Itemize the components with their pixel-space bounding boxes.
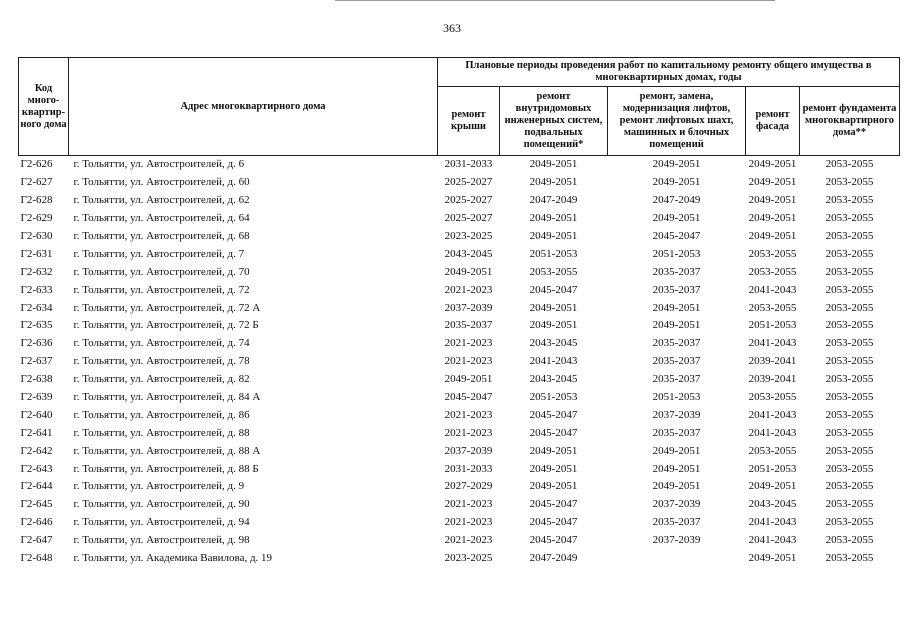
cell-roof: 2037-2039: [444, 301, 493, 314]
cell-systems: 2047-2049: [529, 194, 578, 207]
cell-address: г. Тольятти, ул. Автостроителей, д. 64: [73, 212, 250, 225]
cell-systems: 2049-2051: [529, 444, 578, 457]
table-row: [19, 442, 900, 460]
cell-foundation: 2053-2055: [825, 426, 874, 439]
cell-foundation: 2053-2055: [825, 212, 874, 225]
cell-elevators: 2049-2051: [652, 176, 701, 189]
cell-facade: 2051-2053: [748, 319, 797, 332]
cell-elevators: 2037-2039: [652, 498, 701, 511]
top-rule: [335, 0, 775, 1]
cell-foundation: 2053-2055: [825, 391, 874, 404]
table-row: [19, 192, 900, 210]
cell-elevators: 2035-2037: [652, 337, 701, 350]
cell-address: г. Тольятти, ул. Автостроителей, д. 82: [73, 373, 250, 386]
cell-code: Г2-639: [20, 391, 53, 404]
cell-roof: 2045-2047: [444, 391, 493, 404]
cell-code: Г2-638: [20, 373, 53, 386]
cell-roof: 2031-2033: [444, 158, 493, 171]
cell-facade: 2049-2051: [748, 552, 797, 565]
cell-foundation: 2053-2055: [825, 498, 874, 511]
table-row: [19, 335, 900, 353]
cell-code: Г2-643: [20, 462, 53, 475]
table-row: [19, 514, 900, 532]
table-row: [19, 406, 900, 424]
cell-systems: 2049-2051: [529, 176, 578, 189]
cell-code: Г2-647: [20, 534, 53, 547]
header-facade: ремонт фасада: [746, 87, 800, 156]
cell-foundation: 2053-2055: [825, 552, 874, 565]
cell-foundation: 2053-2055: [825, 516, 874, 529]
cell-elevators: 2035-2037: [652, 283, 701, 296]
cell-code: Г2-646: [20, 516, 53, 529]
cell-facade: 2053-2055: [748, 444, 797, 457]
cell-elevators: 2049-2051: [652, 301, 701, 314]
cell-systems: 2051-2053: [529, 391, 578, 404]
cell-systems: 2049-2051: [529, 212, 578, 225]
cell-code: Г2-626: [20, 158, 53, 171]
cell-facade: 2041-2043: [748, 516, 797, 529]
cell-systems: 2045-2047: [529, 516, 578, 529]
table-row: [19, 532, 900, 550]
cell-systems: 2041-2043: [529, 355, 578, 368]
cell-foundation: 2053-2055: [825, 373, 874, 386]
table-row: [19, 317, 900, 335]
cell-elevators: 2049-2051: [652, 212, 701, 225]
table-row: [19, 478, 900, 496]
cell-elevators: 2035-2037: [652, 355, 701, 368]
cell-elevators: 2035-2037: [652, 265, 701, 278]
cell-address: г. Тольятти, ул. Автостроителей, д. 78: [73, 355, 250, 368]
cell-roof: 2021-2023: [444, 426, 493, 439]
cell-foundation: 2053-2055: [825, 247, 874, 260]
cell-facade: 2039-2041: [748, 373, 797, 386]
table-row: [19, 371, 900, 389]
cell-address: г. Тольятти, ул. Автостроителей, д. 7: [73, 247, 245, 260]
cell-code: Г2-632: [20, 265, 53, 278]
table-row: [19, 210, 900, 228]
table-row: [19, 389, 900, 407]
cell-elevators: 2045-2047: [652, 230, 701, 242]
cell-address: г. Тольятти, ул. Автостроителей, д. 74: [73, 337, 250, 350]
cell-roof: 2021-2023: [444, 498, 493, 511]
cell-roof: 2049-2051: [444, 265, 493, 278]
cell-elevators: 2049-2051: [652, 319, 701, 332]
cell-roof: 2021-2023: [444, 337, 493, 350]
cell-foundation: 2053-2055: [825, 355, 874, 368]
cell-elevators: 2037-2039: [652, 408, 701, 421]
header-address: Адрес многоквартирного дома: [69, 58, 438, 156]
cell-facade: 2053-2055: [748, 391, 797, 404]
cell-roof: 2021-2023: [444, 355, 493, 368]
cell-systems: 2049-2051: [529, 230, 578, 242]
cell-systems: 2053-2055: [529, 265, 578, 278]
cell-code: Г2-648: [20, 552, 53, 565]
cell-foundation: 2053-2055: [825, 534, 874, 547]
table-row: [19, 496, 900, 514]
cell-code: Г2-630: [20, 230, 53, 242]
cell-elevators: 2049-2051: [652, 462, 701, 475]
cell-code: Г2-635: [20, 319, 53, 332]
cell-systems: 2051-2053: [529, 247, 578, 260]
cell-code: Г2-627: [20, 176, 53, 189]
cell-roof: 2025-2027: [444, 212, 493, 225]
cell-address: г. Тольятти, ул. Автостроителей, д. 90: [73, 498, 250, 511]
cell-facade: 2049-2051: [748, 194, 797, 207]
cell-systems: 2045-2047: [529, 283, 578, 296]
cell-systems: 2049-2051: [529, 480, 578, 493]
cell-facade: 2041-2043: [748, 426, 797, 439]
cell-foundation: 2053-2055: [825, 194, 874, 207]
cell-foundation: 2053-2055: [825, 480, 874, 493]
cell-address: г. Тольятти, ул. Автостроителей, д. 88 Б: [73, 462, 259, 475]
cell-elevators: [608, 550, 746, 568]
cell-systems: 2049-2051: [529, 158, 578, 171]
cell-facade: 2053-2055: [748, 265, 797, 278]
cell-code: Г2-645: [20, 498, 53, 511]
cell-address: г. Тольятти, ул. Автостроителей, д. 60: [73, 176, 250, 189]
cell-roof: 2025-2027: [444, 176, 493, 189]
table-row: [19, 460, 900, 478]
cell-address: г. Тольятти, ул. Автостроителей, д. 88 А: [73, 444, 261, 457]
cell-roof: 2021-2023: [444, 408, 493, 421]
table-row: [19, 156, 900, 174]
cell-foundation: 2053-2055: [825, 301, 874, 314]
cell-facade: 2049-2051: [748, 176, 797, 189]
header-roof: ремонт крыши: [438, 87, 500, 156]
cell-facade: 2049-2051: [748, 480, 797, 493]
repair-schedule-table: [18, 57, 900, 567]
cell-address: г. Тольятти, ул. Автостроителей, д. 70: [73, 265, 250, 278]
cell-elevators: 2049-2051: [652, 480, 701, 493]
cell-facade: 2053-2055: [748, 247, 797, 260]
cell-systems: 2043-2045: [529, 337, 578, 350]
cell-roof: 2021-2023: [444, 534, 493, 547]
cell-facade: 2041-2043: [748, 337, 797, 350]
cell-systems: 2045-2047: [529, 426, 578, 439]
cell-roof: 2023-2025: [444, 230, 493, 242]
header-systems: ремонт внутридомовых инженерных систем, подвальных помещений*: [500, 87, 608, 156]
cell-code: Г2-642: [20, 444, 53, 457]
cell-roof: 2043-2045: [444, 247, 493, 260]
cell-roof: 2037-2039: [444, 444, 493, 457]
cell-roof: 2035-2037: [444, 319, 493, 332]
cell-address: г. Тольятти, ул. Автостроителей, д. 86: [73, 408, 250, 421]
table-body: [19, 156, 900, 568]
cell-facade: 2039-2041: [748, 355, 797, 368]
cell-elevators: 2049-2051: [652, 444, 701, 457]
cell-foundation: 2053-2055: [825, 319, 874, 332]
cell-systems: 2047-2049: [529, 552, 578, 565]
cell-facade: 2049-2051: [748, 158, 797, 171]
cell-foundation: 2053-2055: [825, 230, 874, 242]
header-periods-group: Плановые периоды проведения работ по капитальному ремонту общего имущества в многоквартирных домах, годы: [438, 58, 900, 87]
cell-roof: 2021-2023: [444, 516, 493, 529]
cell-roof: 2023-2025: [444, 552, 493, 565]
table-row: [19, 281, 900, 299]
cell-address: г. Тольятти, ул. Автостроителей, д. 72 А: [73, 301, 261, 314]
cell-facade: 2051-2053: [748, 462, 797, 475]
cell-roof: 2049-2051: [444, 373, 493, 386]
cell-code: Г2-637: [20, 355, 53, 368]
cell-address: г. Тольятти, ул. Автостроителей, д. 9: [73, 480, 245, 493]
table-row: [19, 550, 900, 568]
cell-foundation: 2053-2055: [825, 337, 874, 350]
cell-code: Г2-641: [20, 426, 53, 439]
cell-elevators: 2037-2039: [652, 534, 701, 547]
table-row: [19, 353, 900, 371]
cell-foundation: 2053-2055: [825, 283, 874, 296]
cell-facade: 2041-2043: [748, 534, 797, 547]
cell-systems: 2045-2047: [529, 408, 578, 421]
cell-code: Г2-634: [20, 301, 53, 314]
cell-code: Г2-644: [20, 480, 53, 493]
cell-address: г. Тольятти, ул. Автостроителей, д. 88: [73, 426, 250, 439]
cell-foundation: 2053-2055: [825, 462, 874, 475]
cell-facade: 2041-2043: [748, 408, 797, 421]
table-row: [19, 174, 900, 192]
table-row: [19, 245, 900, 263]
page-number: 363: [443, 21, 461, 35]
cell-facade: 2049-2051: [748, 212, 797, 225]
cell-facade: 2041-2043: [748, 283, 797, 296]
cell-code: Г2-640: [20, 408, 53, 421]
cell-address: г. Тольятти, ул. Академика Вавилова, д. 19: [73, 552, 273, 565]
table-row: [19, 263, 900, 281]
cell-facade: 2043-2045: [748, 498, 797, 511]
cell-foundation: 2053-2055: [825, 158, 874, 171]
cell-address: г. Тольятти, ул. Автостроителей, д. 72 Б: [73, 319, 259, 332]
cell-address: г. Тольятти, ул. Автостроителей, д. 98: [73, 534, 250, 547]
table-header: [19, 58, 900, 156]
repair-schedule-table-wrap: [18, 57, 899, 567]
header-foundation: ремонт фундамента многоквартирного дома**: [800, 87, 900, 156]
cell-code: Г2-633: [20, 283, 53, 296]
header-elevators: ремонт, замена, модернизация лифтов, ремонт лифтовых шахт, машинных и блочных помещений: [608, 87, 746, 156]
cell-roof: 2027-2029: [444, 480, 493, 493]
cell-code: Г2-636: [20, 337, 53, 350]
cell-foundation: 2053-2055: [825, 408, 874, 421]
cell-facade: 2053-2055: [748, 301, 797, 314]
cell-systems: 2049-2051: [529, 319, 578, 332]
cell-elevators: 2047-2049: [652, 194, 701, 207]
cell-roof: 2031-2033: [444, 462, 493, 475]
cell-roof: 2021-2023: [444, 283, 493, 296]
cell-systems: 2045-2047: [529, 498, 578, 511]
cell-roof: 2025-2027: [444, 194, 493, 207]
cell-code: Г2-628: [20, 194, 53, 207]
cell-address: г. Тольятти, ул. Автостроителей, д. 94: [73, 516, 250, 529]
cell-code: Г2-631: [20, 247, 53, 260]
cell-address: г. Тольятти, ул. Автостроителей, д. 62: [73, 194, 250, 207]
table-row: [19, 424, 900, 442]
cell-systems: 2049-2051: [529, 462, 578, 475]
cell-systems: 2049-2051: [529, 301, 578, 314]
cell-elevators: 2051-2053: [652, 391, 701, 404]
cell-elevators: 2035-2037: [652, 426, 701, 439]
cell-elevators: 2035-2037: [652, 516, 701, 529]
cell-address: г. Тольятти, ул. Автостроителей, д. 68: [73, 230, 250, 242]
cell-elevators: 2035-2037: [652, 373, 701, 386]
cell-systems: 2043-2045: [529, 373, 578, 386]
cell-code: Г2-629: [20, 212, 53, 225]
cell-foundation: 2053-2055: [825, 176, 874, 189]
cell-foundation: 2053-2055: [825, 265, 874, 278]
header-code: Код много-квартир-ного дома: [19, 58, 69, 156]
cell-elevators: 2049-2051: [652, 158, 701, 171]
cell-facade: 2049-2051: [748, 230, 797, 242]
cell-address: г. Тольятти, ул. Автостроителей, д. 6: [73, 158, 245, 171]
table-row: [19, 299, 900, 317]
table-row: [19, 228, 900, 246]
cell-systems: 2045-2047: [529, 534, 578, 547]
cell-address: г. Тольятти, ул. Автостроителей, д. 84 А: [73, 391, 261, 404]
cell-elevators: 2051-2053: [652, 247, 701, 260]
cell-address: г. Тольятти, ул. Автостроителей, д. 72: [73, 283, 250, 296]
cell-foundation: 2053-2055: [825, 444, 874, 457]
